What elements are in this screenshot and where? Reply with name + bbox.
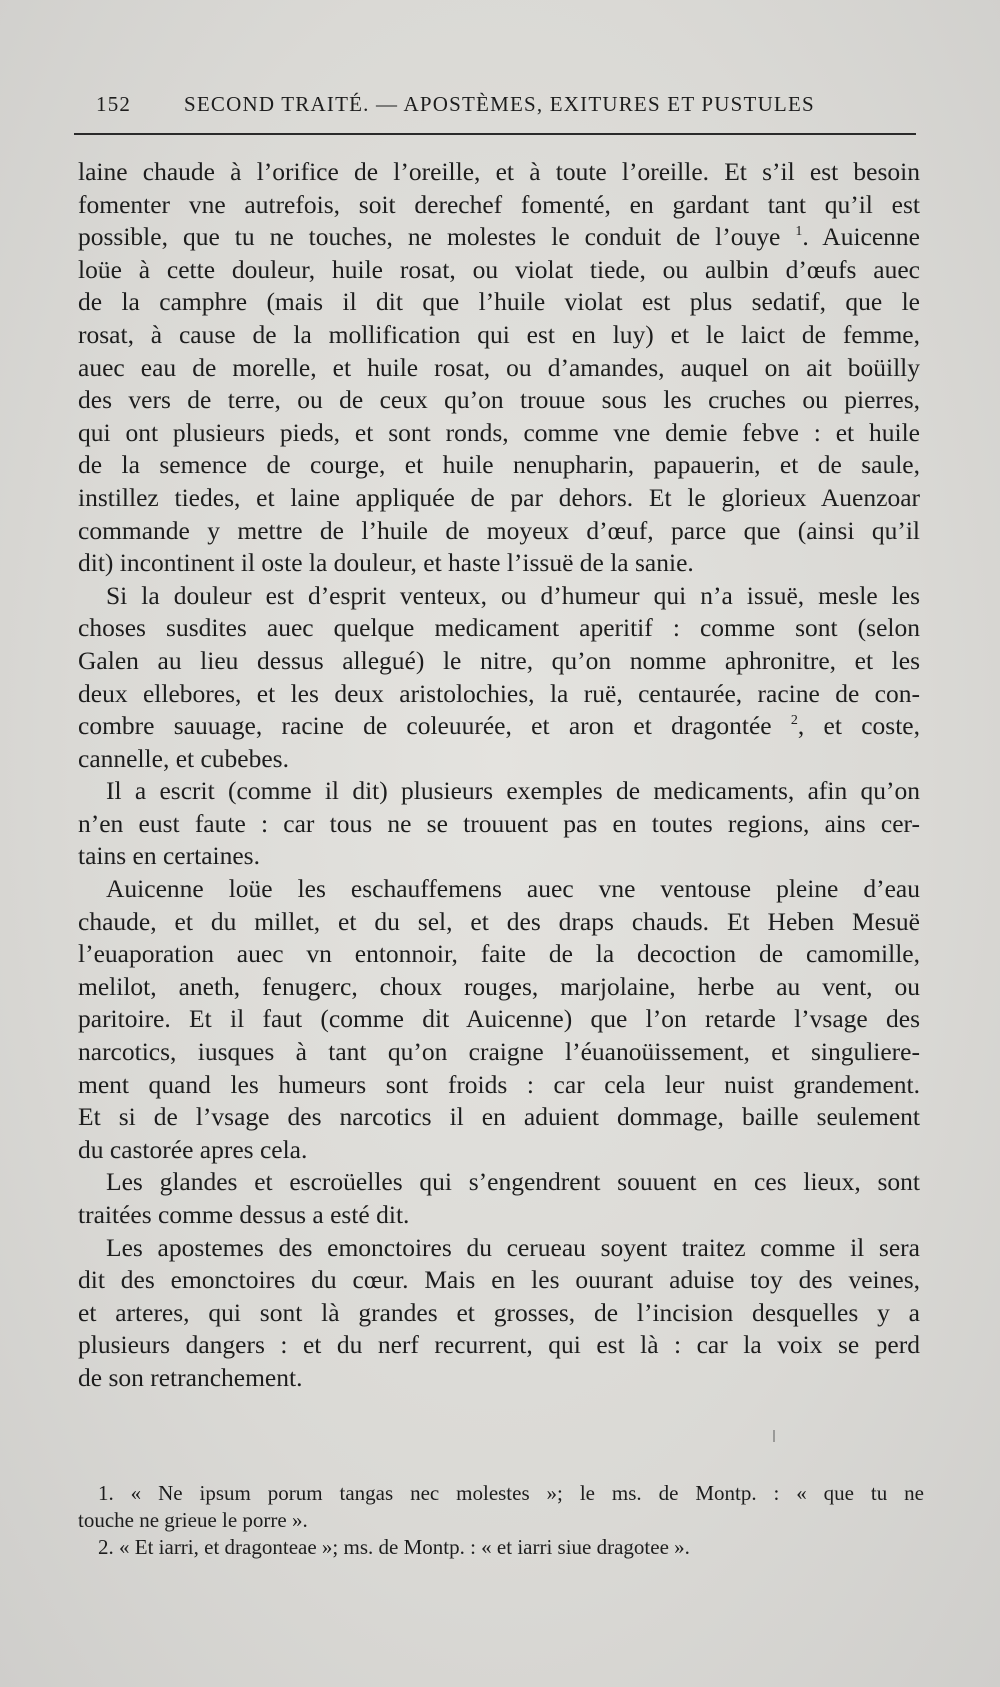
line-text: Galen au lieu dessus allegué) le nitre, qu’on nomme aphronitre, et les bbox=[78, 645, 920, 675]
line-text: Les apostemes des emonctoires du cerueau soyent traitez comme il sera bbox=[106, 1232, 920, 1262]
text-line bbox=[78, 1101, 920, 1134]
text-line bbox=[78, 612, 920, 645]
text-line bbox=[78, 971, 920, 1004]
text-line bbox=[78, 1069, 920, 1102]
line-text: commande y mettre de l’huile de moyeux d’œuf, parce que (ainsi qu’il bbox=[78, 515, 920, 545]
text-line bbox=[78, 580, 920, 613]
line-text: instillez tiedes, et laine appliquée de par dehors. Et le glorieux Auenzoar bbox=[78, 482, 920, 512]
line-text: qui ont plusieurs pieds, et sont ronds, comme vne demie febve : et huile bbox=[78, 417, 920, 447]
text-line bbox=[78, 319, 920, 352]
body-text bbox=[78, 156, 920, 1395]
line-text: Auicenne loüe les eschauffemens auec vne ventouse pleine d’eau bbox=[106, 874, 920, 904]
text-line bbox=[78, 1199, 920, 1232]
line-text: Si la douleur est d’esprit venteux, ou d’humeur qui n’a issuë, mesle les bbox=[106, 580, 920, 610]
line-text: choses susdites auec quelque medicament aperitif : comme sont (selon bbox=[78, 613, 920, 643]
line-text: fomenter vne autrefois, soit derechef fomenté, en gardant tant qu’il est bbox=[78, 189, 920, 219]
line-text: paritoire. Et il faut (comme dit Auicenne) que l’on retarde l’vsage des bbox=[78, 1004, 920, 1034]
text-line bbox=[78, 1003, 920, 1036]
text-line bbox=[78, 352, 920, 385]
text-line bbox=[78, 286, 920, 319]
line-text: plusieurs dangers : et du nerf recurrent, qui est là : car la voix se perd bbox=[78, 1330, 920, 1360]
line-text: traitées comme dessus a esté dit. bbox=[78, 1200, 410, 1229]
line-text: melilot, aneth, fenugerc, choux rouges, marjolaine, herbe au vent, ou bbox=[78, 971, 920, 1001]
line-text: dit) incontinent il oste la douleur, et haste l’issuë de la sanie. bbox=[78, 548, 694, 578]
line-text: possible, que tu ne touches, ne molestes le conduit de l’ouye bbox=[78, 222, 796, 252]
text-line bbox=[78, 189, 920, 222]
page-number: 152 bbox=[96, 92, 132, 116]
line-text: rosat, à cause de la mollification qui est en luy) et le laict de femme, bbox=[78, 319, 920, 349]
line-text: n’en eust faute : car tous ne se trouuent pas en toutes regions, ains cer- bbox=[78, 808, 920, 838]
text-line bbox=[78, 678, 920, 711]
footnote-marker: 1 bbox=[795, 224, 803, 240]
text-line bbox=[78, 1166, 920, 1199]
line-text: narcotics, iusques à tant qu’on craigne l’éuanoüissement, et singuliere- bbox=[78, 1037, 920, 1067]
text-line bbox=[78, 1264, 920, 1297]
text-line bbox=[78, 515, 920, 548]
line-text: loüe à cette douleur, huile rosat, ou violat tiede, ou aulbin d’œufs auec bbox=[78, 254, 920, 284]
text-line bbox=[78, 775, 920, 808]
line-text-continued: . Auicenne bbox=[802, 222, 920, 252]
text-line bbox=[78, 1232, 920, 1265]
footnote-line: touche ne grieue le porre ». bbox=[78, 1508, 308, 1532]
text-line bbox=[78, 1297, 920, 1330]
text-line bbox=[78, 743, 920, 776]
text-line bbox=[78, 710, 920, 743]
line-text: deux ellebores, et les deux aristolochies, la ruë, centaurée, racine de con- bbox=[78, 678, 920, 708]
text-line bbox=[78, 384, 920, 417]
footnote-marker: 2 bbox=[790, 713, 798, 729]
text-line bbox=[78, 1134, 920, 1167]
line-text: de la semence de courge, et huile nenupharin, papauerin, et de saule, bbox=[78, 450, 920, 480]
line-text: ment quand les humeurs sont froids : car cela leur nuist grandement. bbox=[78, 1069, 920, 1099]
line-text: Les glandes et escroüelles qui s’engendrent souuent en ces lieux, sont bbox=[106, 1167, 920, 1197]
line-text: du castorée apres cela. bbox=[78, 1134, 308, 1164]
text-line bbox=[78, 840, 920, 873]
text-line bbox=[78, 221, 920, 254]
text-line bbox=[78, 1036, 920, 1069]
text-line bbox=[78, 156, 920, 189]
line-text: Et si de l’vsage des narcotics il en aduient dommage, baille seulement bbox=[78, 1102, 920, 1132]
text-line bbox=[78, 482, 920, 515]
line-text-continued: , et coste, bbox=[797, 711, 920, 741]
text-line bbox=[78, 808, 920, 841]
line-text: Il a escrit (comme il dit) plusieurs exemples de medicaments, afin qu’on bbox=[106, 776, 920, 806]
print-speck bbox=[773, 1430, 775, 1442]
footnote-line: 2. « Et iarri, et dragonteae »; ms. de Montp. : « et iarri siue dragotee ». bbox=[98, 1535, 690, 1559]
line-text: dit des emonctoires du cœur. Mais en les ouurant aduise toy des veines, bbox=[78, 1265, 920, 1295]
line-text: de son retranchement. bbox=[78, 1362, 303, 1392]
line-text: tains en certaines. bbox=[78, 841, 260, 871]
text-line bbox=[78, 417, 920, 450]
text-line bbox=[78, 1329, 920, 1362]
text-line bbox=[78, 873, 920, 906]
text-line bbox=[78, 254, 920, 287]
footnotes bbox=[78, 1480, 924, 1561]
page-header bbox=[96, 92, 896, 122]
line-text: laine chaude à l’orifice de l’oreille, et à toute l’oreille. Et s’il est besoin bbox=[78, 157, 920, 186]
line-text: chaude, et du millet, et du sel, et des draps chauds. Et Heben Mesuë bbox=[78, 906, 920, 936]
text-line bbox=[78, 449, 920, 482]
text-line bbox=[78, 1362, 920, 1395]
text-line bbox=[78, 547, 920, 580]
line-text: et arteres, qui sont là grandes et grosses, de l’incision desquelles y a bbox=[78, 1297, 920, 1327]
header-rule bbox=[74, 133, 916, 135]
text-line bbox=[78, 906, 920, 939]
footnote-line: 1. « Ne ipsum porum tangas nec molestes »; le ms. de Montp. : « que tu ne bbox=[98, 1481, 924, 1505]
running-title: SECOND TRAITÉ. — APOSTÈMES, EXITURES ET PUSTULES bbox=[184, 92, 815, 116]
line-text: l’euaporation auec vn entonnoir, faite de la decoction de camomille, bbox=[78, 939, 920, 969]
text-line bbox=[78, 645, 920, 678]
line-text: auec eau de morelle, et huile rosat, ou d’amandes, auquel on ait boüilly bbox=[78, 352, 920, 382]
line-text: combre sauuage, racine de coleuurée, et aron et dragontée bbox=[78, 711, 791, 741]
text-line bbox=[78, 938, 920, 971]
line-text: des vers de terre, ou de ceux qu’on trouue sous les cruches ou pierres, bbox=[78, 385, 920, 415]
line-text: cannelle, et cubebes. bbox=[78, 743, 289, 773]
line-text: de la camphre (mais il dit que l’huile violat est plus sedatif, que le bbox=[78, 287, 920, 317]
